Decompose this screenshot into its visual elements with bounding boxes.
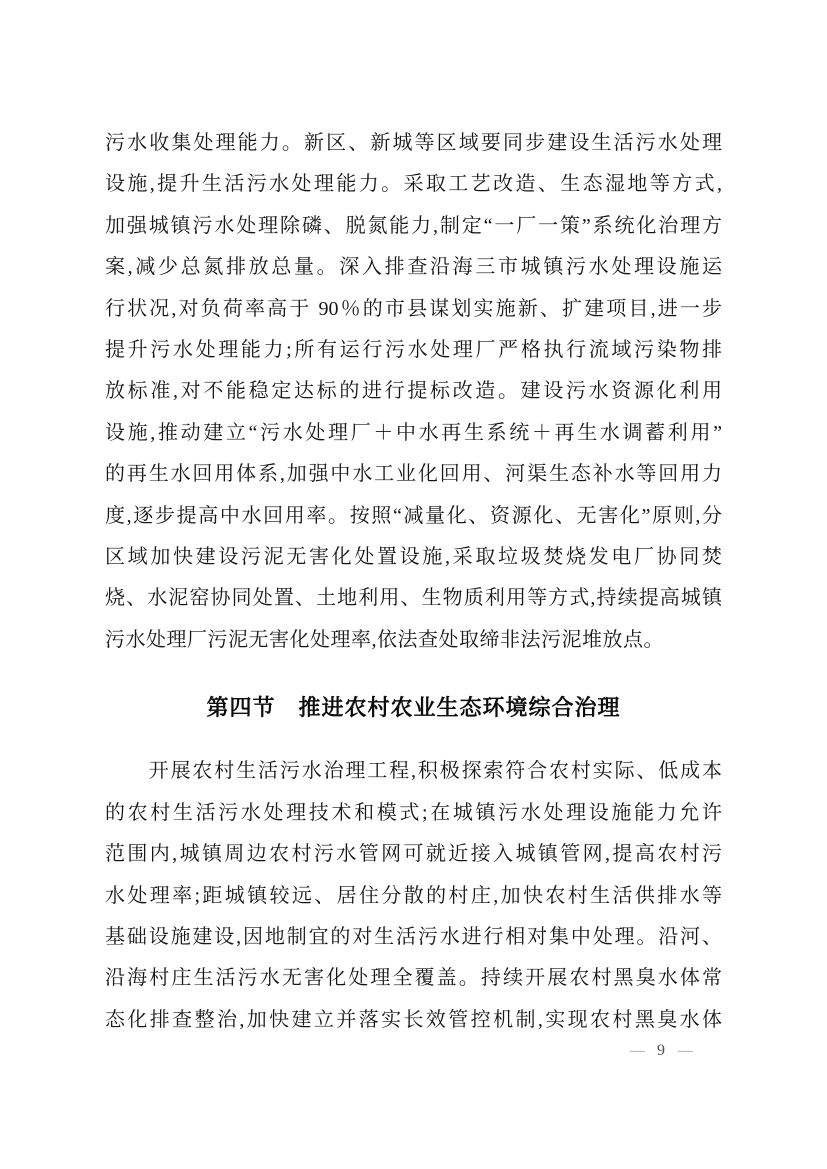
page-number-dash-right: —	[678, 1043, 692, 1059]
body-line: 设施,提升生活污水处理能力。采取工艺改造、生态湿地等方式,	[105, 173, 722, 196]
body-line: 区域加快建设污泥无害化处置设施,采取垃圾焚烧发电厂协同焚	[105, 545, 722, 568]
body-line: 提升污水处理能力;所有运行污水处理厂严格执行流域污染物排	[105, 338, 722, 361]
body-line: 放标准,对不能稳定达标的进行提标改造。建设污水资源化利用	[105, 380, 722, 403]
body-line: 案,减少总氮排放总量。深入排查沿海三市城镇污水处理设施运	[105, 256, 722, 279]
body-line: 污水处理厂污泥无害化处理率,依法查处取缔非法污泥堆放点。	[105, 628, 664, 651]
body-line: 加强城镇污水处理除磷、脱氮能力,制定“一厂一策”系统化治理方	[105, 214, 722, 237]
body-line: 水处理率;距城镇较远、居住分散的村庄,加快农村生活供排水等	[105, 884, 722, 907]
body-line: 行状况,对负荷率高于 90％的市县谋划实施新、扩建项目,进一步	[105, 297, 722, 320]
body-line: 范围内,城镇周边农村污水管网可就近接入城镇管网,提高农村污	[105, 843, 722, 866]
body-line: 的农村生活污水处理技术和模式;在城镇污水处理设施能力允许	[105, 801, 722, 824]
body-line: 的再生水回用体系,加强中水工业化回用、河渠生态补水等回用力	[105, 463, 722, 486]
body-line: 基础设施建设,因地制宜的对生活污水进行相对集中处理。沿河、	[105, 926, 722, 949]
body-line: 烧、水泥窑协同处置、土地利用、生物质利用等方式,持续提高城镇	[105, 587, 722, 610]
body-line: 开展农村生活污水治理工程,积极探索符合农村实际、低成本	[105, 760, 722, 783]
page-number: 9	[657, 1042, 665, 1059]
body-line: 沿海村庄生活污水无害化处理全覆盖。持续开展农村黑臭水体常	[105, 967, 722, 990]
section-heading: 第四节 推进农村农业生态环境综合治理	[206, 695, 621, 721]
body-line: 态化排查整治,加快建立并落实长效管控机制,实现农村黑臭水体	[105, 1008, 722, 1031]
paragraph-2	[105, 751, 722, 1041]
page-number-dash-left: —	[630, 1043, 644, 1059]
page-footer	[105, 1042, 722, 1060]
paragraph-1	[105, 123, 722, 661]
page-text-block	[105, 123, 722, 1041]
body-line: 度,逐步提高中水回用率。按照“减量化、资源化、无害化”原则,分	[105, 504, 722, 527]
body-line: 设施,推动建立“污水处理厂＋中水再生系统＋再生水调蓄利用”	[105, 421, 722, 444]
body-line: 污水收集处理能力。新区、新城等区域要同步建设生活污水处理	[105, 132, 722, 154]
